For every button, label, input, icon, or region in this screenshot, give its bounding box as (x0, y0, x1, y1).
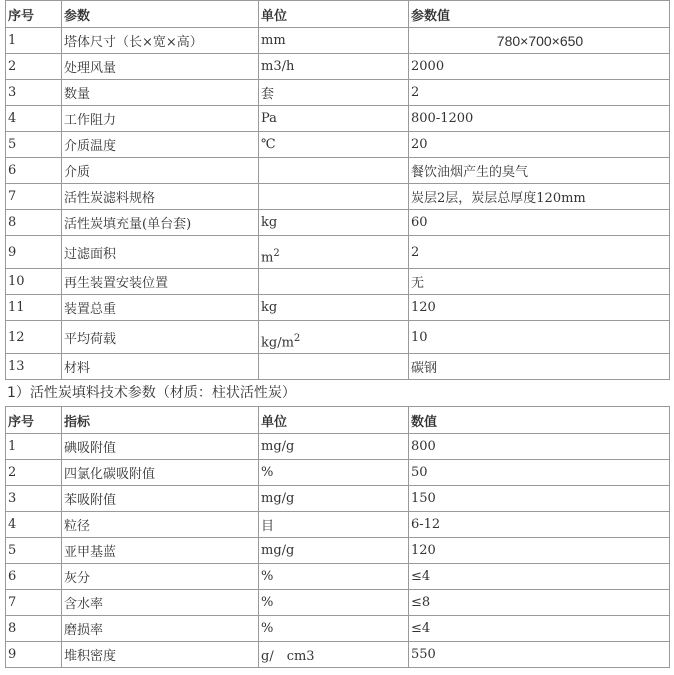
cell-value: ≤8 (409, 590, 670, 616)
cell-value: 800-1200 (409, 106, 670, 132)
cell-index: 2 (6, 460, 62, 486)
cell-unit: % (259, 616, 409, 642)
table-row (6, 106, 670, 132)
cell-parameter: 介质 (62, 158, 259, 184)
table-row (6, 321, 670, 354)
cell-unit: mg/g (259, 538, 409, 564)
cell-unit (259, 158, 409, 184)
cell-value: 餐饮油烟产生的臭气 (409, 158, 670, 184)
cell-unit: m3/h (259, 54, 409, 80)
header-unit: 单位 (259, 407, 409, 434)
cell-indicator: 磨损率 (62, 616, 259, 642)
cell-index: 4 (6, 106, 62, 132)
cell-parameter: 数量 (62, 80, 259, 106)
cell-parameter: 处理风量 (62, 54, 259, 80)
activated-carbon-spec-table (5, 406, 670, 668)
table-row (6, 80, 670, 106)
cell-index: 12 (6, 321, 62, 354)
table-row (6, 590, 670, 616)
cell-parameter: 材料 (62, 354, 259, 380)
table-row (6, 236, 670, 269)
cell-unit: 套 (259, 80, 409, 106)
cell-value: 780×700×650 (409, 28, 670, 54)
header-parameter: 参数 (62, 1, 259, 28)
cell-unit: g/ cm3 (259, 642, 409, 668)
table-row (6, 295, 670, 321)
cell-parameter: 工作阻力 (62, 106, 259, 132)
cell-value: 50 (409, 460, 670, 486)
table-header-row (6, 1, 670, 28)
cell-unit (259, 236, 409, 269)
cell-index: 5 (6, 132, 62, 158)
cell-value: 碳钢 (409, 354, 670, 380)
unit-text: m (261, 250, 274, 265)
cell-indicator: 堆积密度 (62, 642, 259, 668)
cell-parameter: 平均荷载 (62, 321, 259, 354)
header-index: 序号 (6, 407, 62, 434)
cell-index: 8 (6, 616, 62, 642)
cell-indicator: 含水率 (62, 590, 259, 616)
table-row (6, 132, 670, 158)
cell-index: 5 (6, 538, 62, 564)
cell-value: 120 (409, 538, 670, 564)
cell-index: 7 (6, 590, 62, 616)
cell-value: 550 (409, 642, 670, 668)
cell-unit (259, 269, 409, 295)
cell-index: 1 (6, 28, 62, 54)
header-index: 序号 (6, 1, 62, 28)
cell-unit: ℃ (259, 132, 409, 158)
cell-index: 13 (6, 354, 62, 380)
cell-parameter: 过滤面积 (62, 236, 259, 269)
table-row (6, 210, 670, 236)
cell-unit (259, 354, 409, 380)
unit-text: kg/m (261, 335, 294, 350)
cell-parameter: 塔体尺寸（长×宽×高） (62, 28, 259, 54)
cell-unit: % (259, 460, 409, 486)
cell-parameter: 介质温度 (62, 132, 259, 158)
unit-superscript: 2 (293, 332, 301, 344)
cell-unit: mm (259, 28, 409, 54)
cell-index: 4 (6, 512, 62, 538)
table-row (6, 28, 670, 54)
cell-index: 7 (6, 184, 62, 210)
table-row (6, 642, 670, 668)
cell-value: ≤4 (409, 616, 670, 642)
cell-unit (259, 184, 409, 210)
cell-value: 2000 (409, 54, 670, 80)
cell-unit: kg (259, 295, 409, 321)
cell-indicator: 灰分 (62, 564, 259, 590)
table-row (6, 538, 670, 564)
tower-parameters-table (5, 0, 670, 380)
cell-indicator: 亚甲基蓝 (62, 538, 259, 564)
table-row (6, 354, 670, 380)
cell-index: 9 (6, 236, 62, 269)
table-header-row (6, 407, 670, 434)
cell-index: 1 (6, 434, 62, 460)
cell-unit (259, 321, 409, 354)
cell-value: ≤4 (409, 564, 670, 590)
table-row (6, 184, 670, 210)
table-row (6, 512, 670, 538)
table-row (6, 460, 670, 486)
table-row (6, 616, 670, 642)
table-row (6, 54, 670, 80)
cell-unit: 目 (259, 512, 409, 538)
cell-indicator: 粒径 (62, 512, 259, 538)
cell-parameter: 活性炭填充量(单台套) (62, 210, 259, 236)
cell-value: 20 (409, 132, 670, 158)
cell-index: 10 (6, 269, 62, 295)
header-unit: 单位 (259, 1, 409, 28)
cell-index: 11 (6, 295, 62, 321)
cell-value: 无 (409, 269, 670, 295)
table-row (6, 564, 670, 590)
cell-index: 3 (6, 486, 62, 512)
cell-index: 8 (6, 210, 62, 236)
table-row (6, 434, 670, 460)
cell-value: 炭层2层，炭层总厚度120mm (409, 184, 670, 210)
cell-index: 3 (6, 80, 62, 106)
cell-value: 60 (409, 210, 670, 236)
header-value: 数值 (409, 407, 670, 434)
cell-index: 6 (6, 564, 62, 590)
cell-value: 2 (409, 80, 670, 106)
cell-indicator: 碘吸附值 (62, 434, 259, 460)
unit-superscript: 2 (273, 247, 280, 259)
table-row (6, 269, 670, 295)
cell-unit: Pa (259, 106, 409, 132)
cell-indicator: 四氯化碳吸附值 (62, 460, 259, 486)
cell-unit: mg/g (259, 434, 409, 460)
cell-parameter: 活性炭滤料规格 (62, 184, 259, 210)
table-row (6, 486, 670, 512)
cell-index: 2 (6, 54, 62, 80)
cell-parameter: 装置总重 (62, 295, 259, 321)
section-caption: 1）活性炭填料技术参数（材质：柱状活性炭） (7, 385, 296, 401)
header-value: 参数值 (409, 1, 670, 28)
cell-parameter: 再生装置安装位置 (62, 269, 259, 295)
cell-value: 120 (409, 295, 670, 321)
header-indicator: 指标 (62, 407, 259, 434)
cell-value: 6-12 (409, 512, 670, 538)
cell-unit: kg (259, 210, 409, 236)
cell-value: 10 (409, 321, 670, 354)
cell-unit: % (259, 564, 409, 590)
cell-value: 150 (409, 486, 670, 512)
cell-index: 6 (6, 158, 62, 184)
cell-value: 2 (409, 236, 670, 269)
cell-index: 9 (6, 642, 62, 668)
document-body (5, 0, 669, 668)
cell-unit: % (259, 590, 409, 616)
cell-unit: mg/g (259, 486, 409, 512)
table-row (6, 158, 670, 184)
cell-indicator: 苯吸附值 (62, 486, 259, 512)
cell-value: 800 (409, 434, 670, 460)
